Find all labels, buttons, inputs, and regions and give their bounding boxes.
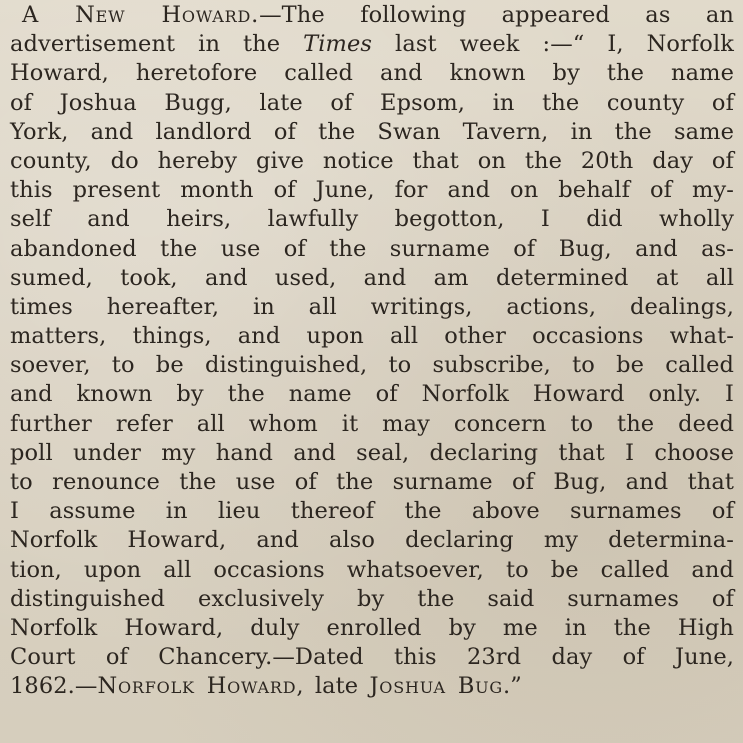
text-run: Times (303, 31, 373, 58)
text-run: sumed, took, and used, and am determined at all (10, 264, 734, 291)
article-line (10, 147, 734, 176)
text-run: Norfolk Howard, duly enrolled by me in the High (10, 614, 734, 641)
text-run: .” (503, 673, 522, 700)
text-run: of Joshua Bugg, late of Epsom, in the county of (10, 89, 734, 116)
text-run: tion, upon all occasions whatsoever, to be called and (10, 556, 734, 583)
article-line (10, 293, 734, 322)
text-run: 1862.— (10, 673, 98, 700)
text-run: poll under my hand and seal, declaring that I choose (10, 439, 734, 466)
article-line (10, 118, 734, 147)
article-line (10, 351, 734, 380)
text-run: York, and landlord of the Swan Tavern, in the same (10, 118, 734, 145)
text-run: advertisement in the (10, 31, 304, 58)
text-run: Norfolk Howard (97, 673, 297, 700)
article-line (10, 439, 734, 468)
article-line (10, 497, 734, 526)
article-body (10, 1, 734, 702)
text-run: Norfolk Howard, and also declaring my determina- (10, 527, 734, 554)
text-run: to renounce the use of the surname of Bug, and that (10, 469, 734, 495)
article-line (10, 322, 734, 351)
article-line (10, 89, 734, 118)
article-line (10, 30, 734, 59)
text-run: matters, things, and upon all other occasions what- (10, 323, 734, 350)
text-run: Joshua Bug (369, 673, 504, 700)
text-run: self and heirs, lawfully begotton, I did wholly (10, 206, 734, 233)
text-run: and known by the name of Norfolk Howard only. I (10, 381, 734, 408)
text-run: I assume in lieu thereof the above surnames of (10, 498, 734, 525)
article-line (10, 205, 734, 234)
article-line (10, 59, 734, 88)
article-line (10, 176, 734, 205)
article-line (10, 672, 734, 701)
text-run: Court of Chancery.—Dated this 23rd day of June, (10, 644, 734, 671)
article-line (10, 410, 734, 439)
article-line (10, 585, 734, 614)
text-run: soever, to be distinguished, to subscribe, to be called (10, 352, 734, 379)
article-line (10, 614, 734, 643)
article-line (10, 526, 734, 555)
article-line (10, 643, 734, 672)
article-heading: A New Howard. (22, 2, 260, 28)
text-run: this present month of June, for and on behalf of my- (10, 177, 734, 204)
text-run: further refer all whom it may concern to the deed (10, 410, 734, 437)
article-line (10, 264, 734, 293)
text-run: abandoned the use of the surname of Bug, and as- (10, 235, 734, 262)
article-line (10, 468, 734, 497)
text-run: Howard, heretofore called and known by the name (10, 60, 734, 87)
text-run: distinguished exclusively by the said surnames of (10, 585, 734, 612)
text-run: last week :—“ I, Norfolk (372, 31, 734, 58)
article-line (10, 1, 734, 30)
article-line (10, 235, 734, 264)
text-run: times hereafter, in all writings, actions, dealings, (10, 293, 734, 320)
text-run: , late (296, 673, 370, 700)
article-line (10, 556, 734, 585)
article-line (10, 380, 734, 409)
text-run: —The following appeared as an (259, 2, 734, 28)
text-run: county, do hereby give notice that on the 20th day of (10, 147, 734, 174)
